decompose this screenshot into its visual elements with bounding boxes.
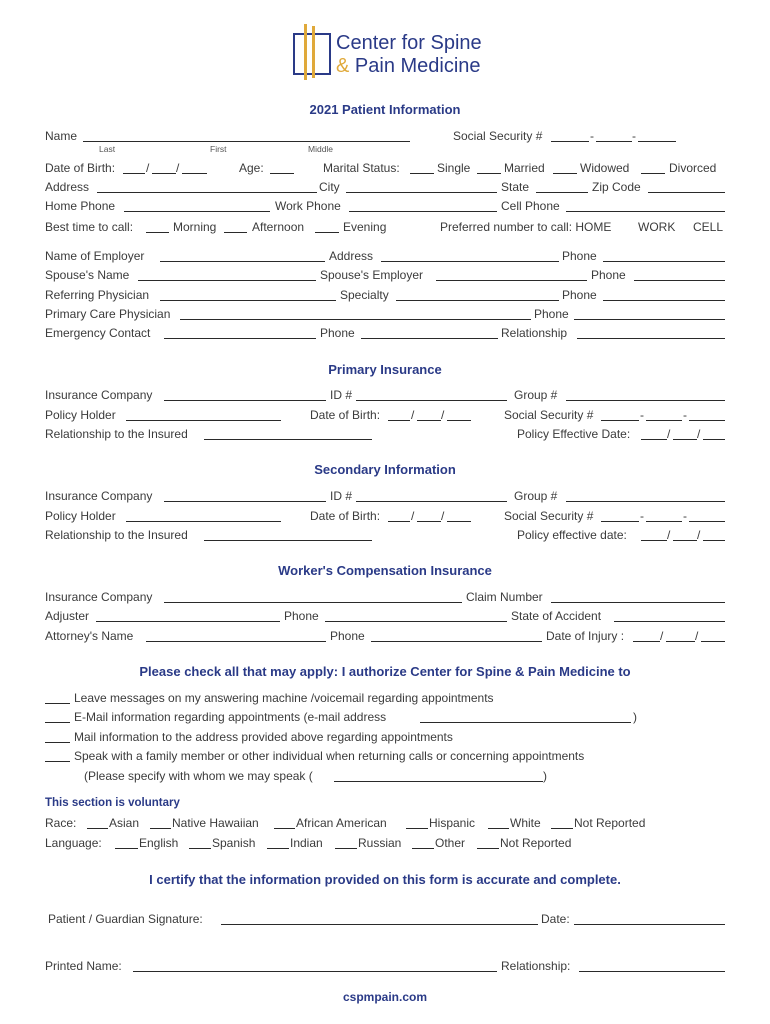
primary-effective-sep-2: / [697, 427, 701, 441]
afternoon-check[interactable] [224, 232, 247, 233]
employer-phone-label: Phone [562, 249, 597, 263]
authorize-item4-label: Speak with a family member or other individual when returning calls or concerning appointments [74, 749, 585, 763]
spouse-label: Spouse's Name [45, 268, 130, 282]
city-label: City [319, 180, 340, 194]
secondary-effective-day[interactable] [673, 540, 697, 541]
race-white-label: White [510, 816, 541, 830]
secondary-company-label: Insurance Company [45, 489, 153, 503]
zip-field[interactable] [648, 192, 725, 193]
lang-spanish-check[interactable] [189, 848, 211, 849]
secondary-group-label: Group # [514, 489, 558, 503]
workers-injury-label: Date of Injury : [546, 629, 625, 643]
single-label: Single [437, 161, 471, 175]
home-phone-label: Home Phone [45, 199, 116, 213]
workers-state-label: State of Accident [511, 609, 602, 623]
primary-holder-label: Policy Holder [45, 408, 116, 422]
authorize-item2-check[interactable] [45, 722, 70, 723]
authorize-item2-label: E-Mail information regarding appointments (e-mail address [74, 710, 387, 724]
secondary-effective-label: Policy effective date: [517, 528, 627, 542]
single-check[interactable] [410, 173, 434, 174]
pcp-field[interactable] [180, 319, 531, 320]
authorize-item1-label: Leave messages on my answering machine /voicemail regarding appointments [74, 691, 494, 705]
ssn-field-2[interactable] [596, 141, 632, 142]
employer-address-label: Address [329, 249, 374, 263]
afternoon-label: Afternoon [252, 220, 305, 234]
signature-date-field[interactable] [574, 924, 725, 925]
workers-attorney-phone-label: Phone [330, 629, 365, 643]
secondary-dob-sep-1: / [411, 509, 415, 523]
address-field[interactable] [97, 192, 317, 193]
printed-relationship-field[interactable] [579, 971, 725, 972]
secondary-dob-month[interactable] [388, 521, 410, 522]
race-label: Race: [45, 816, 77, 830]
primary-company-label: Insurance Company [45, 388, 153, 402]
workers-injury-month[interactable] [633, 641, 660, 642]
secondary-company-field[interactable] [164, 501, 326, 502]
authorize-item3-check[interactable] [45, 742, 70, 743]
race-african-label: African American [296, 816, 387, 830]
authorize-whom-field[interactable] [334, 781, 543, 782]
preferred-cell[interactable]: CELL [693, 220, 724, 234]
secondary-effective-year[interactable] [703, 540, 725, 541]
logo-mark-bar-right [312, 26, 315, 78]
secondary-ssn-1[interactable] [601, 521, 639, 522]
workers-attorney-field[interactable] [146, 641, 326, 642]
authorize-item1-check[interactable] [45, 703, 70, 704]
spouse-field[interactable] [138, 280, 316, 281]
authorize-item4-sub: (Please specify with whom we may speak ( [84, 769, 313, 783]
lang-english-label: English [139, 836, 179, 850]
workers-injury-year[interactable] [701, 641, 725, 642]
age-label: Age: [239, 161, 264, 175]
home-phone-field[interactable] [124, 211, 270, 212]
lang-spanish-label: Spanish [212, 836, 256, 850]
referring-label: Referring Physician [45, 288, 150, 302]
referring-phone-field[interactable] [603, 300, 725, 301]
work-phone-label: Work Phone [275, 199, 341, 213]
cell-phone-field[interactable] [566, 211, 725, 212]
race-hispanic-label: Hispanic [429, 816, 476, 830]
primary-group-label: Group # [514, 388, 558, 402]
lang-english-check[interactable] [115, 848, 138, 849]
workers-company-field[interactable] [164, 602, 462, 603]
primary-group-field[interactable] [566, 400, 725, 401]
primary-id-field[interactable] [356, 400, 507, 401]
employer-phone-field[interactable] [603, 261, 725, 262]
workers-heading: Worker's Compensation Insurance [278, 563, 492, 578]
emergency-relationship-field[interactable] [577, 338, 725, 339]
race-hispanic-check[interactable] [406, 828, 428, 829]
primary-ssn-sep-2: - [683, 408, 687, 422]
secondary-dob-sep-2: / [441, 509, 445, 523]
secondary-ssn-sep-2: - [683, 509, 687, 523]
secondary-ssn-sep-1: - [640, 509, 644, 523]
primary-ssn-3[interactable] [689, 420, 725, 421]
race-asian-label: Asian [109, 816, 140, 830]
primary-dob-sep-2: / [441, 408, 445, 422]
voluntary-heading: This section is voluntary [45, 797, 180, 809]
race-white-check[interactable] [488, 828, 509, 829]
pcp-phone-label: Phone [534, 307, 569, 321]
primary-ssn-1[interactable] [601, 420, 639, 421]
employer-address-field[interactable] [381, 261, 559, 262]
employer-field[interactable] [160, 261, 325, 262]
work-phone-field[interactable] [349, 211, 497, 212]
workers-injury-sep-1: / [660, 629, 664, 643]
primary-ssn-sep-1: - [640, 408, 644, 422]
evening-check[interactable] [315, 232, 339, 233]
primary-effective-label: Policy Effective Date: [517, 427, 631, 441]
logo-line1: Center for Spine [336, 32, 482, 54]
primary-heading: Primary Insurance [328, 362, 442, 377]
race-not-reported-label: Not Reported [574, 816, 646, 830]
lang-other-check[interactable] [412, 848, 434, 849]
name-middle-label: Middle [308, 144, 334, 154]
spouse-phone-field[interactable] [634, 280, 725, 281]
address-label: Address [45, 180, 90, 194]
primary-effective-sep-1: / [667, 427, 671, 441]
dob-year-field[interactable] [182, 173, 207, 174]
secondary-ssn-2[interactable] [646, 521, 682, 522]
marital-label: Marital Status: [323, 161, 400, 175]
name-last-label: Last [99, 144, 116, 154]
evening-label: Evening [343, 220, 387, 234]
ssn-field-3[interactable] [638, 141, 676, 142]
married-label: Married [504, 161, 545, 175]
employer-label: Name of Employer [45, 249, 145, 263]
printed-relationship-label: Relationship: [501, 959, 571, 973]
language-label: Language: [45, 836, 102, 850]
secondary-id-field[interactable] [356, 501, 507, 502]
race-not-reported-check[interactable] [551, 828, 573, 829]
primary-company-field[interactable] [164, 400, 326, 401]
preferred-label: Preferred number to call: HOME [440, 220, 612, 234]
workers-attorney-phone-field[interactable] [371, 641, 542, 642]
workers-adjuster-label: Adjuster [45, 609, 90, 623]
workers-injury-day[interactable] [666, 641, 695, 642]
race-hawaiian-check[interactable] [150, 828, 171, 829]
lang-indian-label: Indian [290, 836, 323, 850]
specialty-field[interactable] [396, 300, 559, 301]
secondary-relationship-label: Relationship to the Insured [45, 528, 188, 542]
secondary-holder-field[interactable] [126, 521, 281, 522]
dob-sep-2: / [176, 161, 180, 175]
authorize-item4-sub-end: ) [543, 769, 547, 783]
state-field[interactable] [536, 192, 588, 193]
secondary-relationship-field[interactable] [204, 540, 372, 541]
secondary-holder-label: Policy Holder [45, 509, 116, 523]
lang-russian-check[interactable] [335, 848, 357, 849]
workers-attorney-label: Attorney's Name [45, 629, 134, 643]
emergency-label: Emergency Contact [45, 326, 151, 340]
primary-effective-month[interactable] [641, 439, 667, 440]
workers-claim-label: Claim Number [466, 590, 543, 604]
lang-indian-check[interactable] [267, 848, 289, 849]
name-label: Name [45, 129, 78, 143]
primary-effective-day[interactable] [673, 439, 697, 440]
primary-dob-year[interactable] [447, 420, 471, 421]
primary-dob-sep-1: / [411, 408, 415, 422]
workers-injury-sep-2: / [695, 629, 699, 643]
secondary-heading: Secondary Information [314, 462, 456, 477]
emergency-relationship-label: Relationship [501, 326, 568, 340]
preferred-work[interactable]: WORK [638, 220, 676, 234]
primary-effective-year[interactable] [703, 439, 725, 440]
zip-label: Zip Code [592, 180, 641, 194]
primary-dob-month[interactable] [388, 420, 410, 421]
form-title: 2021 Patient Information [309, 102, 461, 117]
secondary-id-label: ID # [330, 489, 353, 503]
logo-ampersand: & [336, 55, 350, 77]
signature-date-label: Date: [541, 912, 570, 926]
logo-line2-wrap [336, 55, 481, 77]
ssn-label: Social Security # [453, 129, 543, 143]
divorced-check[interactable] [641, 173, 665, 174]
logo-mark-bar-left [304, 24, 307, 80]
printed-name-field[interactable] [133, 971, 497, 972]
primary-dob-label: Date of Birth: [310, 408, 381, 422]
pcp-label: Primary Care Physician [45, 307, 171, 321]
dob-label: Date of Birth: [45, 161, 116, 175]
certify-heading: I certify that the information provided on this form is accurate and complete. [149, 872, 621, 887]
name-first-label: First [210, 144, 227, 154]
authorize-item4-check[interactable] [45, 761, 70, 762]
referring-phone-label: Phone [562, 288, 597, 302]
secondary-dob-label: Date of Birth: [310, 509, 381, 523]
lang-other-label: Other [435, 836, 466, 850]
secondary-effective-sep-2: / [697, 528, 701, 542]
emergency-field[interactable] [164, 338, 316, 339]
race-hawaiian-label: Native Hawaiian [172, 816, 259, 830]
logo-line2: Pain Medicine [354, 55, 481, 77]
printed-name-label: Printed Name: [45, 959, 122, 973]
secondary-dob-year[interactable] [447, 521, 471, 522]
dob-day-field[interactable] [152, 173, 176, 174]
secondary-effective-month[interactable] [641, 540, 667, 541]
lang-not-reported-check[interactable] [477, 848, 499, 849]
ssn-field-1[interactable] [551, 141, 589, 142]
ssn-sep-1: - [590, 129, 594, 143]
authorize-email-field[interactable] [420, 722, 631, 723]
secondary-ssn-label: Social Security # [504, 509, 594, 523]
secondary-effective-sep-1: / [667, 528, 671, 542]
emergency-phone-label: Phone [320, 326, 355, 340]
divorced-label: Divorced [669, 161, 717, 175]
primary-relationship-field[interactable] [204, 439, 372, 440]
secondary-group-field[interactable] [566, 501, 725, 502]
primary-ssn-label: Social Security # [504, 408, 594, 422]
best-time-label: Best time to call: [45, 220, 134, 234]
secondary-ssn-3[interactable] [689, 521, 725, 522]
workers-company-label: Insurance Company [45, 590, 153, 604]
age-field[interactable] [270, 173, 294, 174]
lang-not-reported-label: Not Reported [500, 836, 572, 850]
race-asian-check[interactable] [87, 828, 108, 829]
primary-holder-field[interactable] [126, 420, 281, 421]
dob-month-field[interactable] [123, 173, 145, 174]
spouse-employer-label: Spouse's Employer [320, 268, 424, 282]
primary-ssn-2[interactable] [646, 420, 682, 421]
pcp-phone-field[interactable] [574, 319, 725, 320]
widowed-label: Widowed [580, 161, 630, 175]
authorize-item2-end: ) [633, 710, 637, 724]
workers-adjuster-field[interactable] [96, 621, 280, 622]
cell-phone-label: Cell Phone [501, 199, 560, 213]
spouse-phone-label: Phone [591, 268, 626, 282]
name-field[interactable] [83, 141, 410, 142]
married-check[interactable] [477, 173, 501, 174]
specialty-label: Specialty [340, 288, 389, 302]
spouse-employer-field[interactable] [436, 280, 587, 281]
race-african-check[interactable] [274, 828, 295, 829]
city-field[interactable] [346, 192, 497, 193]
signature-label: Patient / Guardian Signature: [48, 912, 203, 926]
secondary-dob-day[interactable] [417, 521, 441, 522]
morning-label: Morning [173, 220, 217, 234]
state-label: State [501, 180, 530, 194]
morning-check[interactable] [146, 232, 169, 233]
referring-field[interactable] [160, 300, 336, 301]
widowed-check[interactable] [553, 173, 577, 174]
footer-url[interactable]: cspmpain.com [342, 990, 428, 1004]
lang-russian-label: Russian [358, 836, 402, 850]
workers-adjuster-phone-field[interactable] [325, 621, 507, 622]
ssn-sep-2: - [632, 129, 636, 143]
primary-dob-day[interactable] [417, 420, 441, 421]
signature-field[interactable] [221, 924, 538, 925]
dob-sep-1: / [146, 161, 150, 175]
emergency-phone-field[interactable] [361, 338, 498, 339]
authorize-heading: Please check all that may apply: I authorize Center for Spine & Pain Medicine to [139, 664, 631, 679]
workers-state-field[interactable] [614, 621, 725, 622]
workers-adjuster-phone-label: Phone [284, 609, 319, 623]
workers-claim-field[interactable] [551, 602, 725, 603]
primary-relationship-label: Relationship to the Insured [45, 427, 188, 441]
authorize-item3-label: Mail information to the address provided above regarding appointments [74, 730, 453, 744]
primary-id-label: ID # [330, 388, 353, 402]
